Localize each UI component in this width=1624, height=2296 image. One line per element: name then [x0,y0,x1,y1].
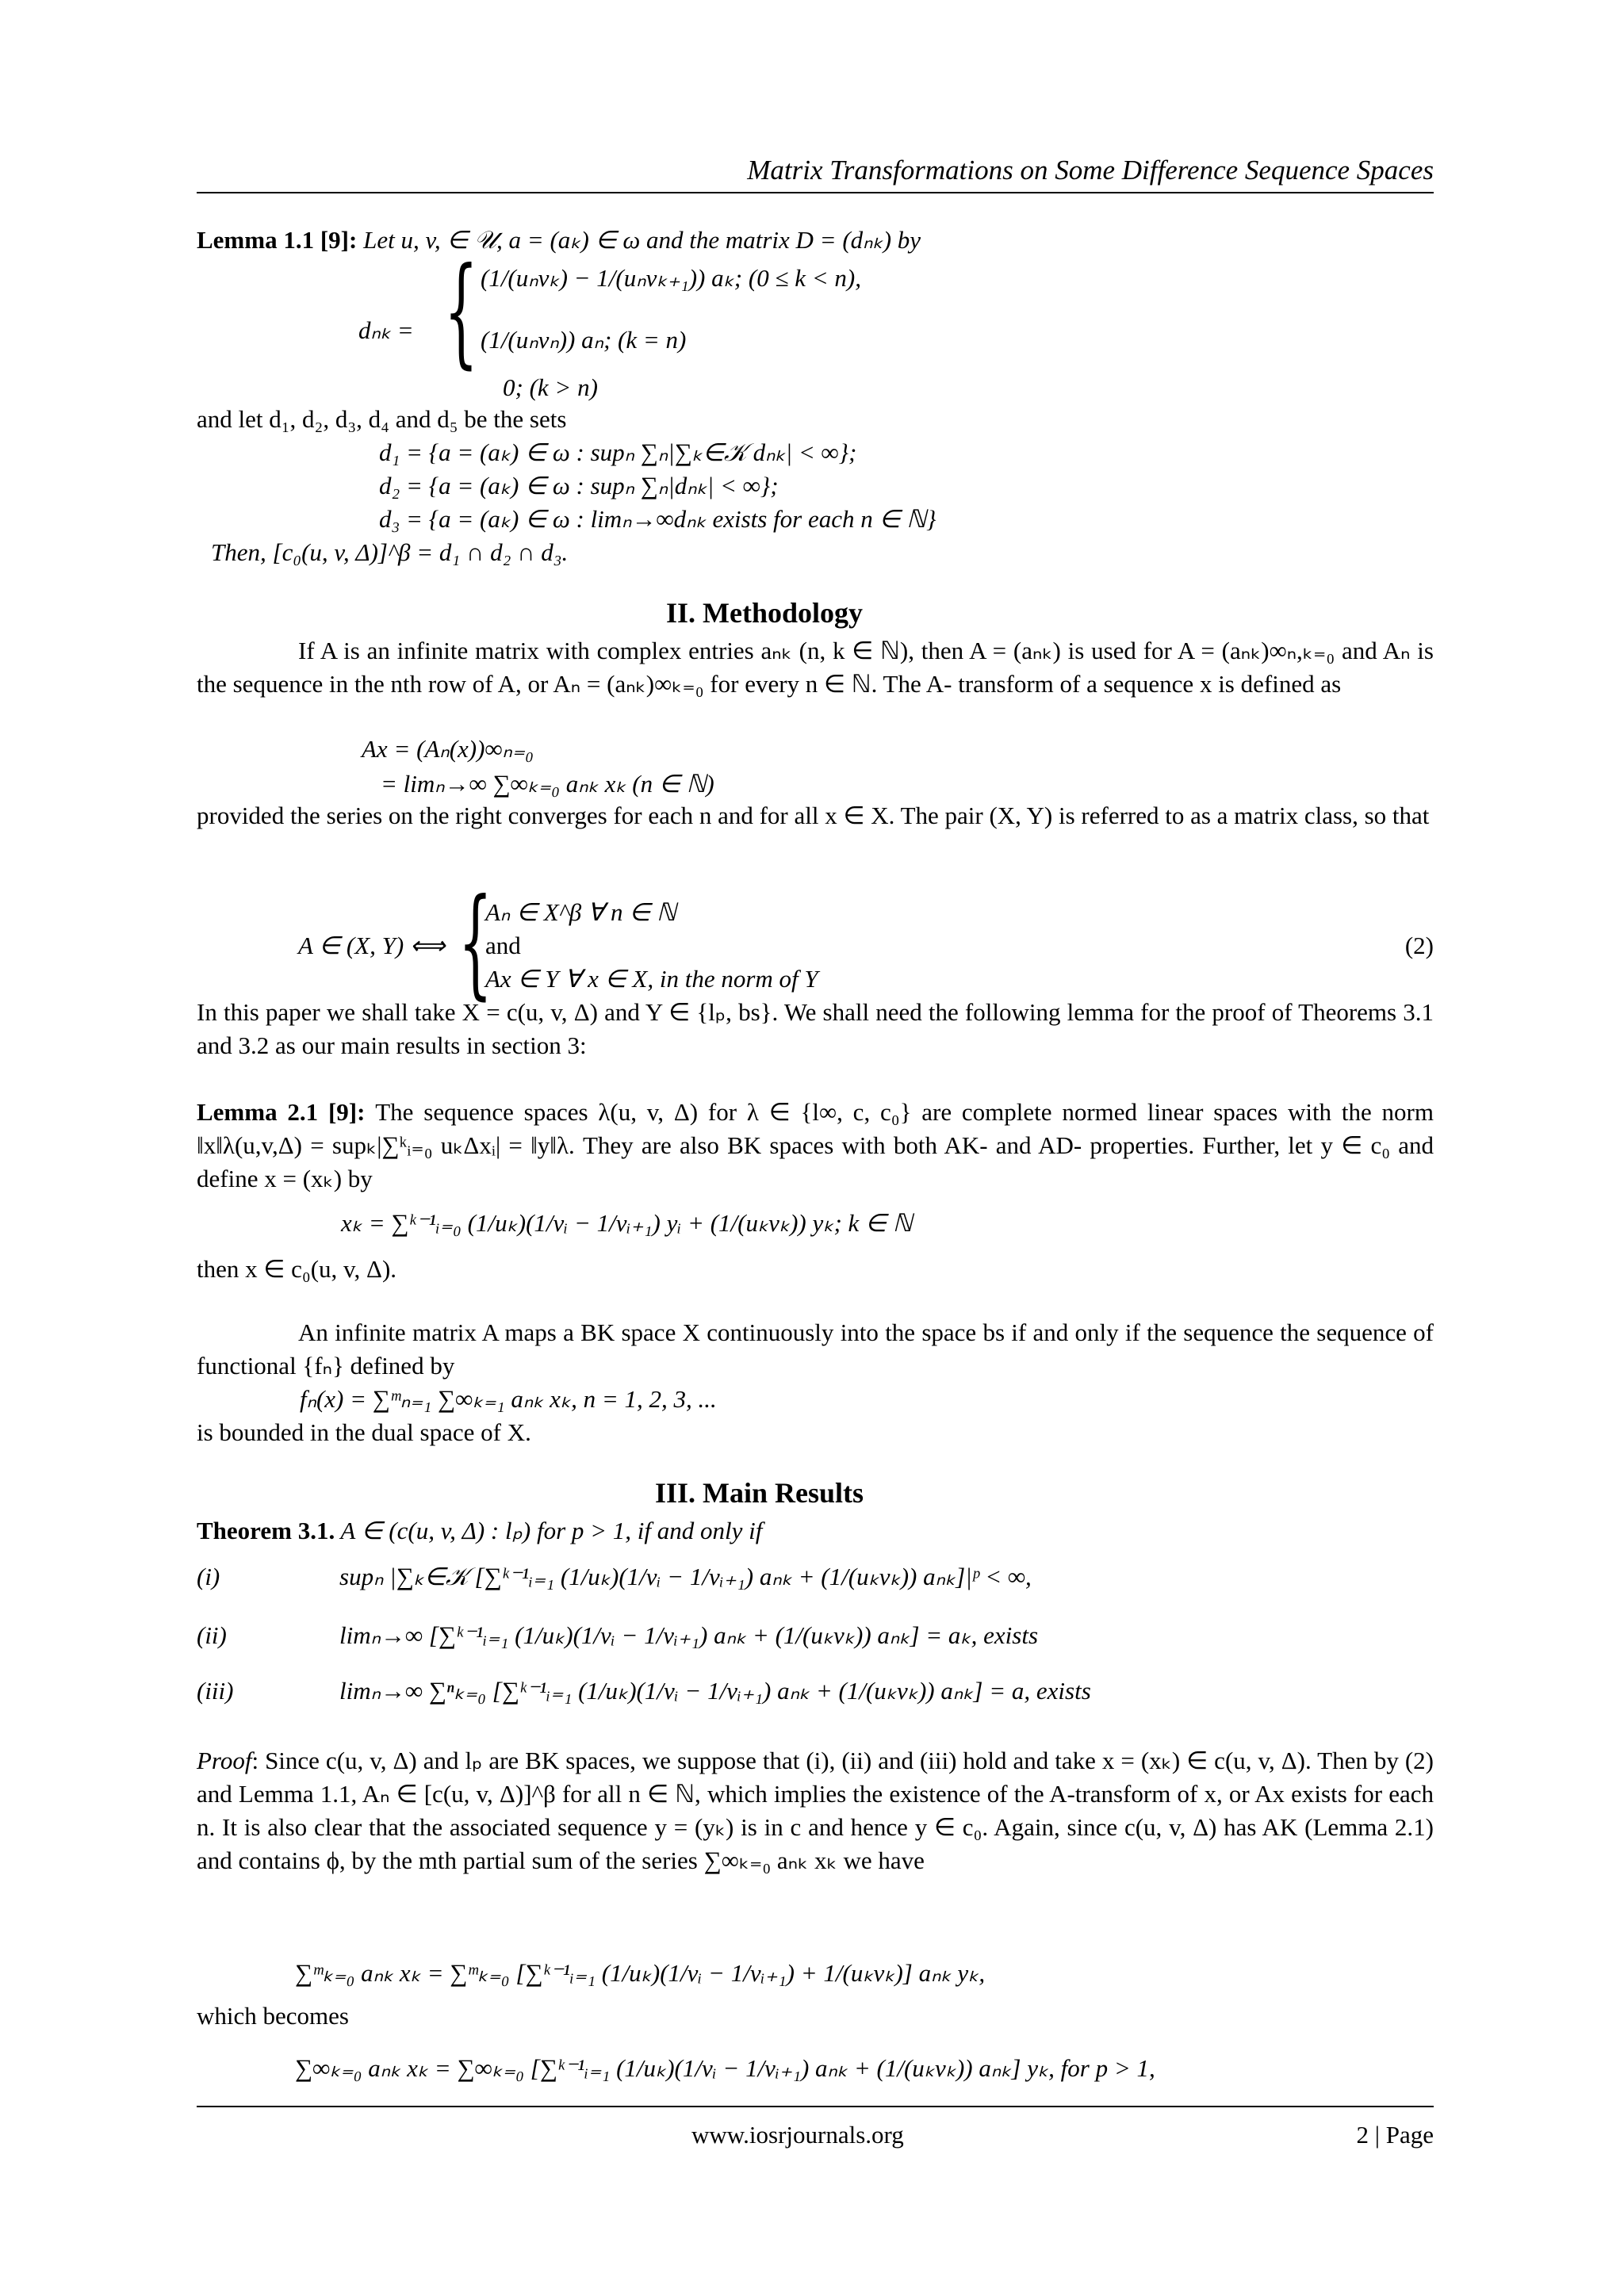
condition-ii-label: (ii) [197,1621,227,1649]
condition-i-label: (i) [197,1563,220,1590]
d-case-2: (1/(uₙvₙ)) aₙ; (k = n) [481,326,687,354]
condition-iii: limₙ→∞ ∑ⁿₖ₌₀ [∑ᵏ⁻¹ᵢ₌₁ (1/uₖ)(1/vᵢ − 1/vᵢ₊₁) aₙₖ + (1/(uₖvₖ)) aₙₖ] = a, exists [339,1677,1091,1705]
condition-ii: limₙ→∞ [∑ᵏ⁻¹ᵢ₌₁ (1/uₖ)(1/vᵢ − 1/vᵢ₊₁) aₙₖ + (1/(uₖvₖ)) aₙₖ] = aₖ, exists [339,1621,1039,1649]
proof-text: : Since c(u, v, Δ) and lₚ are BK spaces, we suppose that (i), (ii) and (iii) hold and take x = (xₖ) ∈ c(u, v, Δ). Then by (2) and Lemma 1.1, Aₙ ∈ [c(u, v, Δ)]^β for all n ∈ ℕ, which implies the existence of the A-transform of x, or Ax exists for each n. It is also clear that the associated sequence y = (yₖ) is in c and hence y ∈ c₀. Again, since c(u, v, Δ) has AK (Lemma 2.1) and contains ϕ, by the mth partial sum of the series ∑∞ₖ₌₀ aₙₖ xₖ we have [197,1747,1434,1874]
footer-page-number: 2 | Page [1356,2121,1434,2149]
footer-url[interactable]: www.iosrjournals.org [691,2121,904,2149]
lemma-1-1-conclusion: Then, [c₀(u, v, Δ)]^β = d₁ ∩ d₂ ∩ d₃. [211,538,569,566]
eq-ax-1: Ax = (Aₙ(x))∞ₙ₌₀ [362,735,534,763]
theorem-3-1-text: A ∈ (c(u, v, Δ) : lₚ) for p > 1, if and only if [335,1517,763,1544]
lemma-2-1-text: The sequence spaces λ(u, v, Δ) for λ ∈ {l∞, c, c₀} are complete normed linear spaces with the norm ‖x‖λ(u,v,Δ) = supₖ|∑ᵏᵢ₌₀ uₖΔxᵢ| = ‖y‖λ. They are also BK spaces with both AK- and AD- properties. Further, let y ∈ c₀ and define x = (xₖ) by [197,1098,1434,1192]
d-case-3: 0; (k > n) [503,373,598,401]
d-nk-lhs: dₙₖ = [358,316,414,344]
theorem-3-1-label: Theorem 3.1. [197,1517,335,1544]
sets-intro: and let d₁, d₂, d₃, d₄ and d₅ be the sets [197,405,567,433]
condition-i: supₙ |∑ₖ∈𝒦 [∑ᵏ⁻¹ᵢ₌₁ (1/uₖ)(1/vᵢ − 1/vᵢ₊₁) aₙₖ + (1/(uₖvₖ)) aₙₖ]|ᵖ < ∞, [339,1563,1032,1590]
set-d2: d₂ = {a = (aₖ) ∈ ω : supₙ ∑ₙ|dₙₖ| < ∞}; [379,472,779,499]
eq-ax-2: = limₙ→∞ ∑∞ₖ₌₀ aₙₖ xₖ (n ∈ ℕ) [381,770,714,798]
lemma-1-1-cite: [9]: [314,226,364,254]
section-2-paragraph-2: provided the series on the right converges for each n and for all x ∈ X. The pair (X, Y) is referred to as a matrix class, so that [197,802,1430,829]
bs-paragraph: An infinite matrix A maps a BK space X continuously into the space bs if and only if the sequence the sequence of functional {fₙ} defined by [197,1318,1434,1380]
header-rule [197,192,1434,193]
set-d3: d₃ = {a = (aₖ) ∈ ω : limₙ→∞dₙₖ exists for each n ∈ ℕ} [379,505,936,533]
running-title: Matrix Transformations on Some Difference Sequence Spaces [747,155,1434,186]
section-2-paragraph-1: If A is an infinite matrix with complex entries aₙₖ (n, k ∈ ℕ), then A = (aₙₖ) is used for A = (aₙₖ)∞ₙ,ₖ₌₀ and Aₙ is the sequence in the nth row of A, or Aₙ = (aₙₖ)∞ₖ₌₀ for every n ∈ ℕ. The A- transform of a sequence x is defined as [197,637,1434,698]
eq-2-lhs: A ∈ (X, Y) ⟺ [298,932,446,959]
footer-rule [197,2106,1434,2107]
section-2-paragraph-3: In this paper we shall take X = c(u, v, Δ) and Y ∈ {lₚ, bs}. We shall need the following lemma for the proof of Theorems 3.1 and 3.2 as our main results in section 3: [197,998,1434,1059]
eq-2-case-2: and [485,932,521,959]
eq-partial-sum: ∑ᵐₖ₌₀ aₙₖ xₖ = ∑ᵐₖ₌₀ [∑ᵏ⁻¹ᵢ₌₁ (1/uₖ)(1/vᵢ − 1/vᵢ₊₁) + 1/(uₖvₖ)] aₙₖ yₖ, [295,1959,986,1987]
theorem-3-1 [197,1514,762,1548]
lemma-2-1-label: Lemma 2.1 [197,1098,319,1126]
lemma-1-1-label: Lemma 1.1 [197,226,315,254]
lemma-2-1 [197,1096,1434,1196]
lemma-1-1-text: Let u, v, ∈ 𝒰, a = (aₖ) ∈ ω and the matrix D = (dₙₖ) by [363,226,921,254]
lemma-2-1-conclusion: then x ∈ c₀(u, v, Δ). [197,1255,397,1283]
proof-label: Proof [197,1747,252,1774]
eq-2-brace: { [458,874,492,1012]
eq-xk: xₖ = ∑ᵏ⁻¹ᵢ₌₀ (1/uₖ)(1/vᵢ − 1/vᵢ₊₁) yᵢ + (1/(uₖvₖ)) yₖ; k ∈ ℕ [341,1209,913,1237]
bs-paragraph-end: is bounded in the dual space of X. [197,1418,531,1446]
eq-infinite-sum: ∑∞ₖ₌₀ aₙₖ xₖ = ∑∞ₖ₌₀ [∑ᵏ⁻¹ᵢ₌₁ (1/uₖ)(1/vᵢ − 1/vᵢ₊₁) aₙₖ + (1/(uₖvₖ)) aₙₖ] yₖ, for p > 1, [295,2054,1155,2082]
eq-2-case-1: Aₙ ∈ X^β ∀ n ∈ ℕ [485,898,676,926]
which-becomes: which becomes [197,2002,349,2030]
section-2-heading: II. Methodology [666,597,864,629]
d-case-1: (1/(uₙvₖ) − 1/(uₙvₖ₊₁)) aₖ; (0 ≤ k < n), [481,264,861,292]
eq-2-number: (2) [1404,932,1434,959]
eq-fn: fₙ(x) = ∑ᵐₙ₌₁ ∑∞ₖ₌₁ aₙₖ xₖ, n = 1, 2, 3, ... [300,1385,717,1413]
condition-iii-label: (iii) [197,1677,234,1705]
proof-paragraph [197,1744,1434,1877]
lemma-2-1-cite: [9]: [318,1098,376,1126]
eq-2-case-3: Ax ∈ Y ∀ x ∈ X, in the norm of Y [485,965,818,993]
section-3-heading: III. Main Results [655,1477,864,1509]
cases-brace: { [444,243,478,381]
set-d1: d₁ = {a = (aₖ) ∈ ω : supₙ ∑ₙ|∑ₖ∈𝒦 dₙₖ| < ∞}; [379,438,857,466]
lemma-1-1-intro [197,224,921,257]
